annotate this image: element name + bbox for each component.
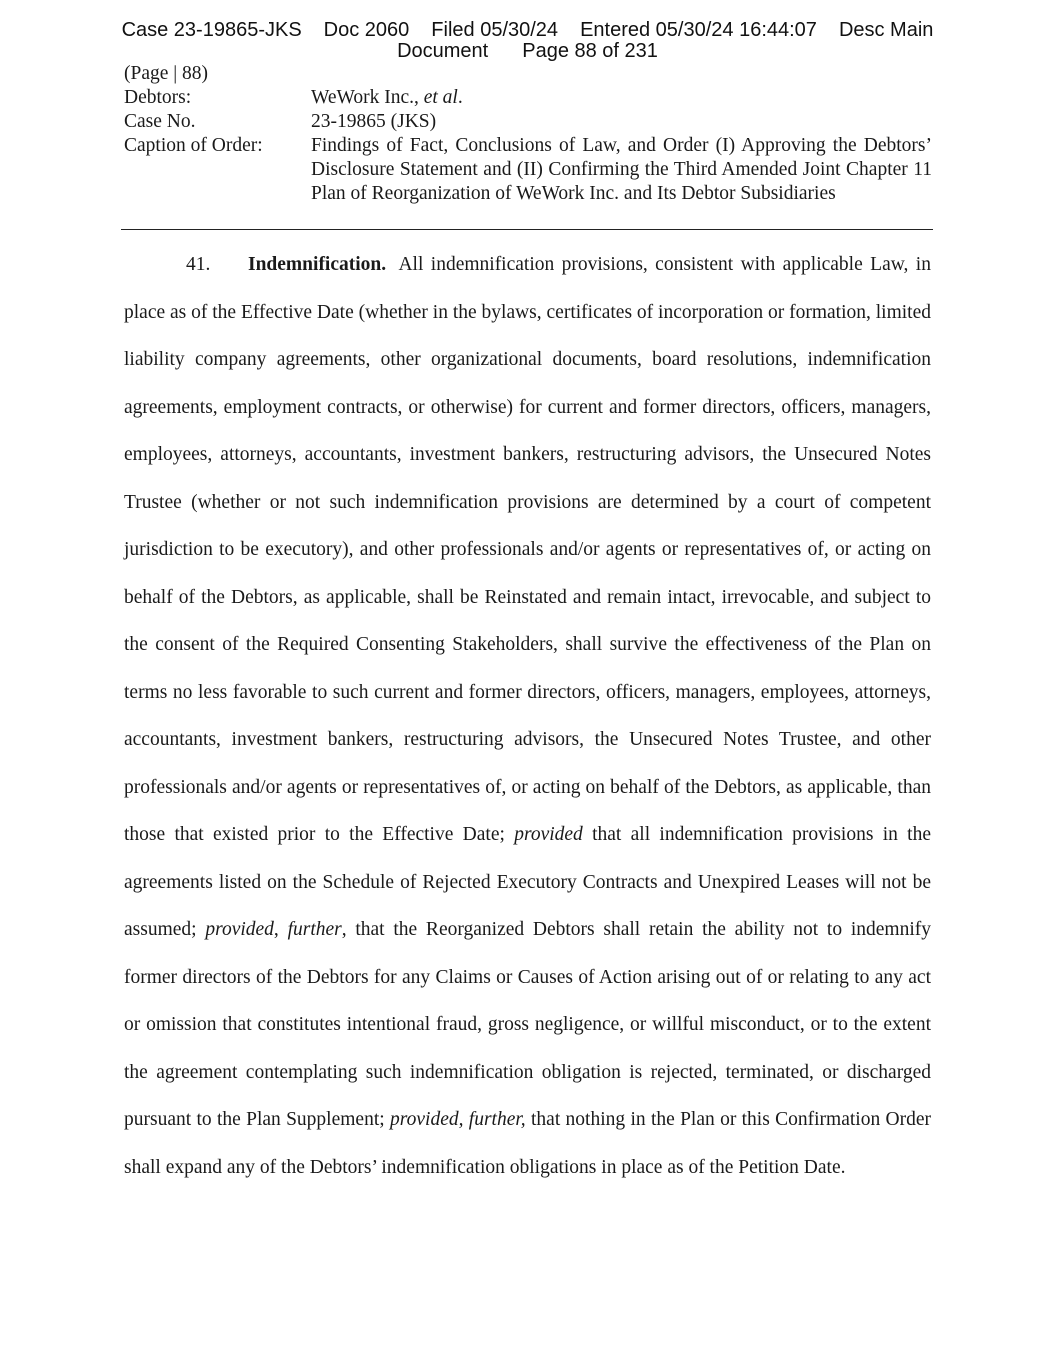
debtors-row [124,86,932,110]
caption-divider [121,229,933,230]
debtors-value [311,86,932,110]
document-label: Document [397,40,489,62]
further-italic: further [287,919,342,940]
debtors-etal: et al [423,87,458,108]
case-label: Case No. [124,111,196,132]
paragraph-text-4: , that the Reorganized Debtors shall retain the ability not to indemnify former directors of the Debtors for any Claims or Causes of Action arising out of or relating to any act or omission that constitutes intentional fraud, gross negligence, or willful misconduct, or to the extent the agreement contemplating such indemnification obligation is rejected, terminated, or discharged pursuant to the Plan Supplement; [124,919,932,1130]
caption-block [124,62,932,206]
paragraph-number: 41. [186,254,211,275]
debtors-name: WeWork Inc., [311,87,424,108]
case-value: 23-19865 (JKS) [311,111,437,132]
provided-further-italic: provided, further, [390,1109,526,1130]
provided-italic-2: provided [205,919,274,940]
paragraph-text-3: , [273,919,288,940]
order-row [124,134,932,206]
page-ref-row [124,62,932,86]
desc-main: Desc Main [838,19,934,41]
case-row [124,110,932,134]
paragraph-41 [124,241,931,1191]
provided-italic-1: provided [514,824,583,845]
case-number: Case 23-19865-JKS [121,19,302,41]
filed-date: Filed 05/30/24 [431,19,559,41]
order-label: Caption of Order: [124,135,263,156]
filing-stamp [0,20,1055,62]
page-ref: (Page | 88) [124,63,209,84]
page-indicator: Page 88 of 231 [522,40,658,62]
paragraph-text-1: All indemnification provisions, consistent with applicable Law, in place as of the Effective Date (whether in the bylaws, certificates of incorporation or formation, limited liability company agreements, other organizational documents, board resolutions, indemnification agreements, employment contracts, or otherwise) for current and former directors, officers, managers, employees, attorneys, accountants, investment bankers, restructuring advisors, the Unsecured Notes Trustee (whether or not such indemnification provisions are determined by a court of competent jurisdiction to be executory), and other professionals and/or agents or representatives of, or acting on behalf of the Debtors, as applicable, shall be Reinstated and remain intact, irrevocable, and subject to the consent of the Required Consenting Stakeholders, shall survive the effectiveness of the Plan on terms no less favorable to such current and former directors, officers, managers, employees, attorneys, accountants, investment bankers, restructuring advisors, the Unsecured Notes Trustee, and other professionals and/or agents or representatives of, or acting on behalf of the Debtors, as applicable, than those that existed prior to the Effective Date; [124,254,931,845]
entered-date: Entered 05/30/24 16:44:07 [580,19,817,41]
paragraph-heading: Indemnification. [248,254,387,275]
paragraph-text-2: that all indemnification provisions in the agreements listed on the Schedule of Rejected Executory Contracts and Unexpired Leases will not be assumed; [124,824,931,940]
paragraph-text-5: that nothing in the Plan or this Confirmation Order shall expand any of the Debtors’ indemnification obligations in place as of the Petition Date. [124,1109,931,1178]
filing-stamp-line-2 [0,41,1055,62]
doc-number: Doc 2060 [323,19,410,41]
order-value: Findings of Fact, Conclusions of Law, and Order (I) Approving the Debtors’ Disclosure Statement and (II) Confirming the Third Amended Joint Chapter 11 Plan of Reorganization of WeWork Inc. and Its Debtor Subsidiaries [311,135,932,204]
debtors-period: . [457,87,463,108]
debtors-label: Debtors: [124,87,192,108]
filing-stamp-line-1 [0,20,1055,41]
